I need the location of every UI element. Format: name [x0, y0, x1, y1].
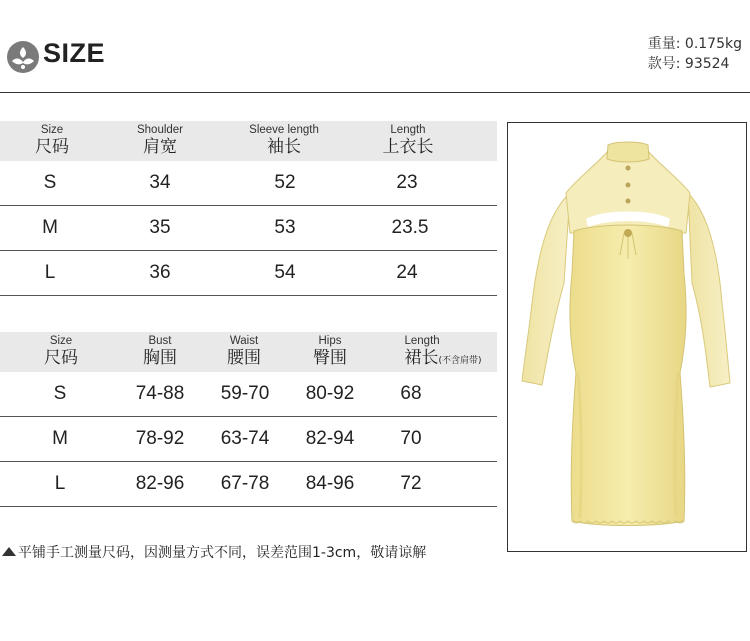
header-bust: Bust 胸围: [143, 335, 177, 368]
cell-waist: 67-78: [220, 473, 270, 494]
cell-size: M: [52, 428, 68, 449]
dress-size-table: [0, 332, 497, 507]
measurement-note: [2, 542, 426, 562]
cell-size: S: [43, 172, 57, 193]
header-size: Size 尺码: [35, 124, 69, 157]
cell-length: 72: [400, 473, 422, 494]
top-size-table: [0, 121, 497, 296]
product-meta: [648, 34, 742, 74]
table-row: [0, 417, 497, 462]
header-length: Length 上衣长: [382, 124, 434, 157]
cell-shoulder: 35: [149, 217, 171, 238]
header-shoulder: Shoulder 肩宽: [136, 124, 184, 157]
header-hips: Hips 臀围: [313, 335, 347, 368]
length-note: (不含肩带): [438, 356, 482, 366]
cell-length: 24: [396, 262, 418, 283]
cell-bust: 74-88: [135, 383, 185, 404]
cell-sleeve: 54: [274, 262, 296, 283]
cell-sleeve: 53: [274, 217, 296, 238]
brand-logo-icon: [6, 40, 40, 74]
header-dress-length: Length 裙长(不含肩带): [404, 335, 482, 368]
cell-shoulder: 34: [149, 172, 171, 193]
table-row: [0, 206, 497, 251]
weight-text: 重量: 0.175kg: [647, 36, 742, 52]
table-row: [0, 161, 497, 206]
yellow-dress-image: [508, 123, 747, 552]
table-row: [0, 251, 497, 296]
table-row: [0, 462, 497, 507]
cell-shoulder: 36: [149, 262, 171, 283]
item-number-text: 款号: 93524: [647, 56, 730, 72]
header-divider: [0, 92, 750, 93]
cell-waist: 63-74: [220, 428, 270, 449]
header-sleeve-length: Sleeve length 袖长: [249, 124, 319, 157]
cell-size: L: [54, 473, 66, 494]
cell-length: 70: [400, 428, 422, 449]
cell-size: L: [44, 262, 56, 283]
cell-size: S: [53, 383, 67, 404]
note-text: 平铺手工测量尺码，因测量方式不同，误差范围1-3cm，敬请谅解: [18, 545, 427, 561]
cell-hips: 80-92: [305, 383, 355, 404]
triangle-up-icon: [2, 547, 16, 556]
cell-length: 23.5: [391, 217, 429, 238]
cell-bust: 82-96: [135, 473, 185, 494]
cell-size: M: [42, 217, 58, 238]
header-size: Size 尺码: [44, 335, 78, 368]
cell-length: 68: [400, 383, 422, 404]
cell-hips: 84-96: [305, 473, 355, 494]
cell-length: 23: [396, 172, 418, 193]
cell-bust: 78-92: [135, 428, 185, 449]
cell-sleeve: 52: [274, 172, 296, 193]
header-waist: Waist 腰围: [227, 335, 261, 368]
product-photo: [507, 122, 747, 552]
page-title: SIZE: [43, 38, 106, 68]
cell-waist: 59-70: [220, 383, 270, 404]
table-row: [0, 372, 497, 417]
table-header: [0, 121, 497, 161]
table-header: [0, 332, 497, 372]
cell-hips: 82-94: [305, 428, 355, 449]
